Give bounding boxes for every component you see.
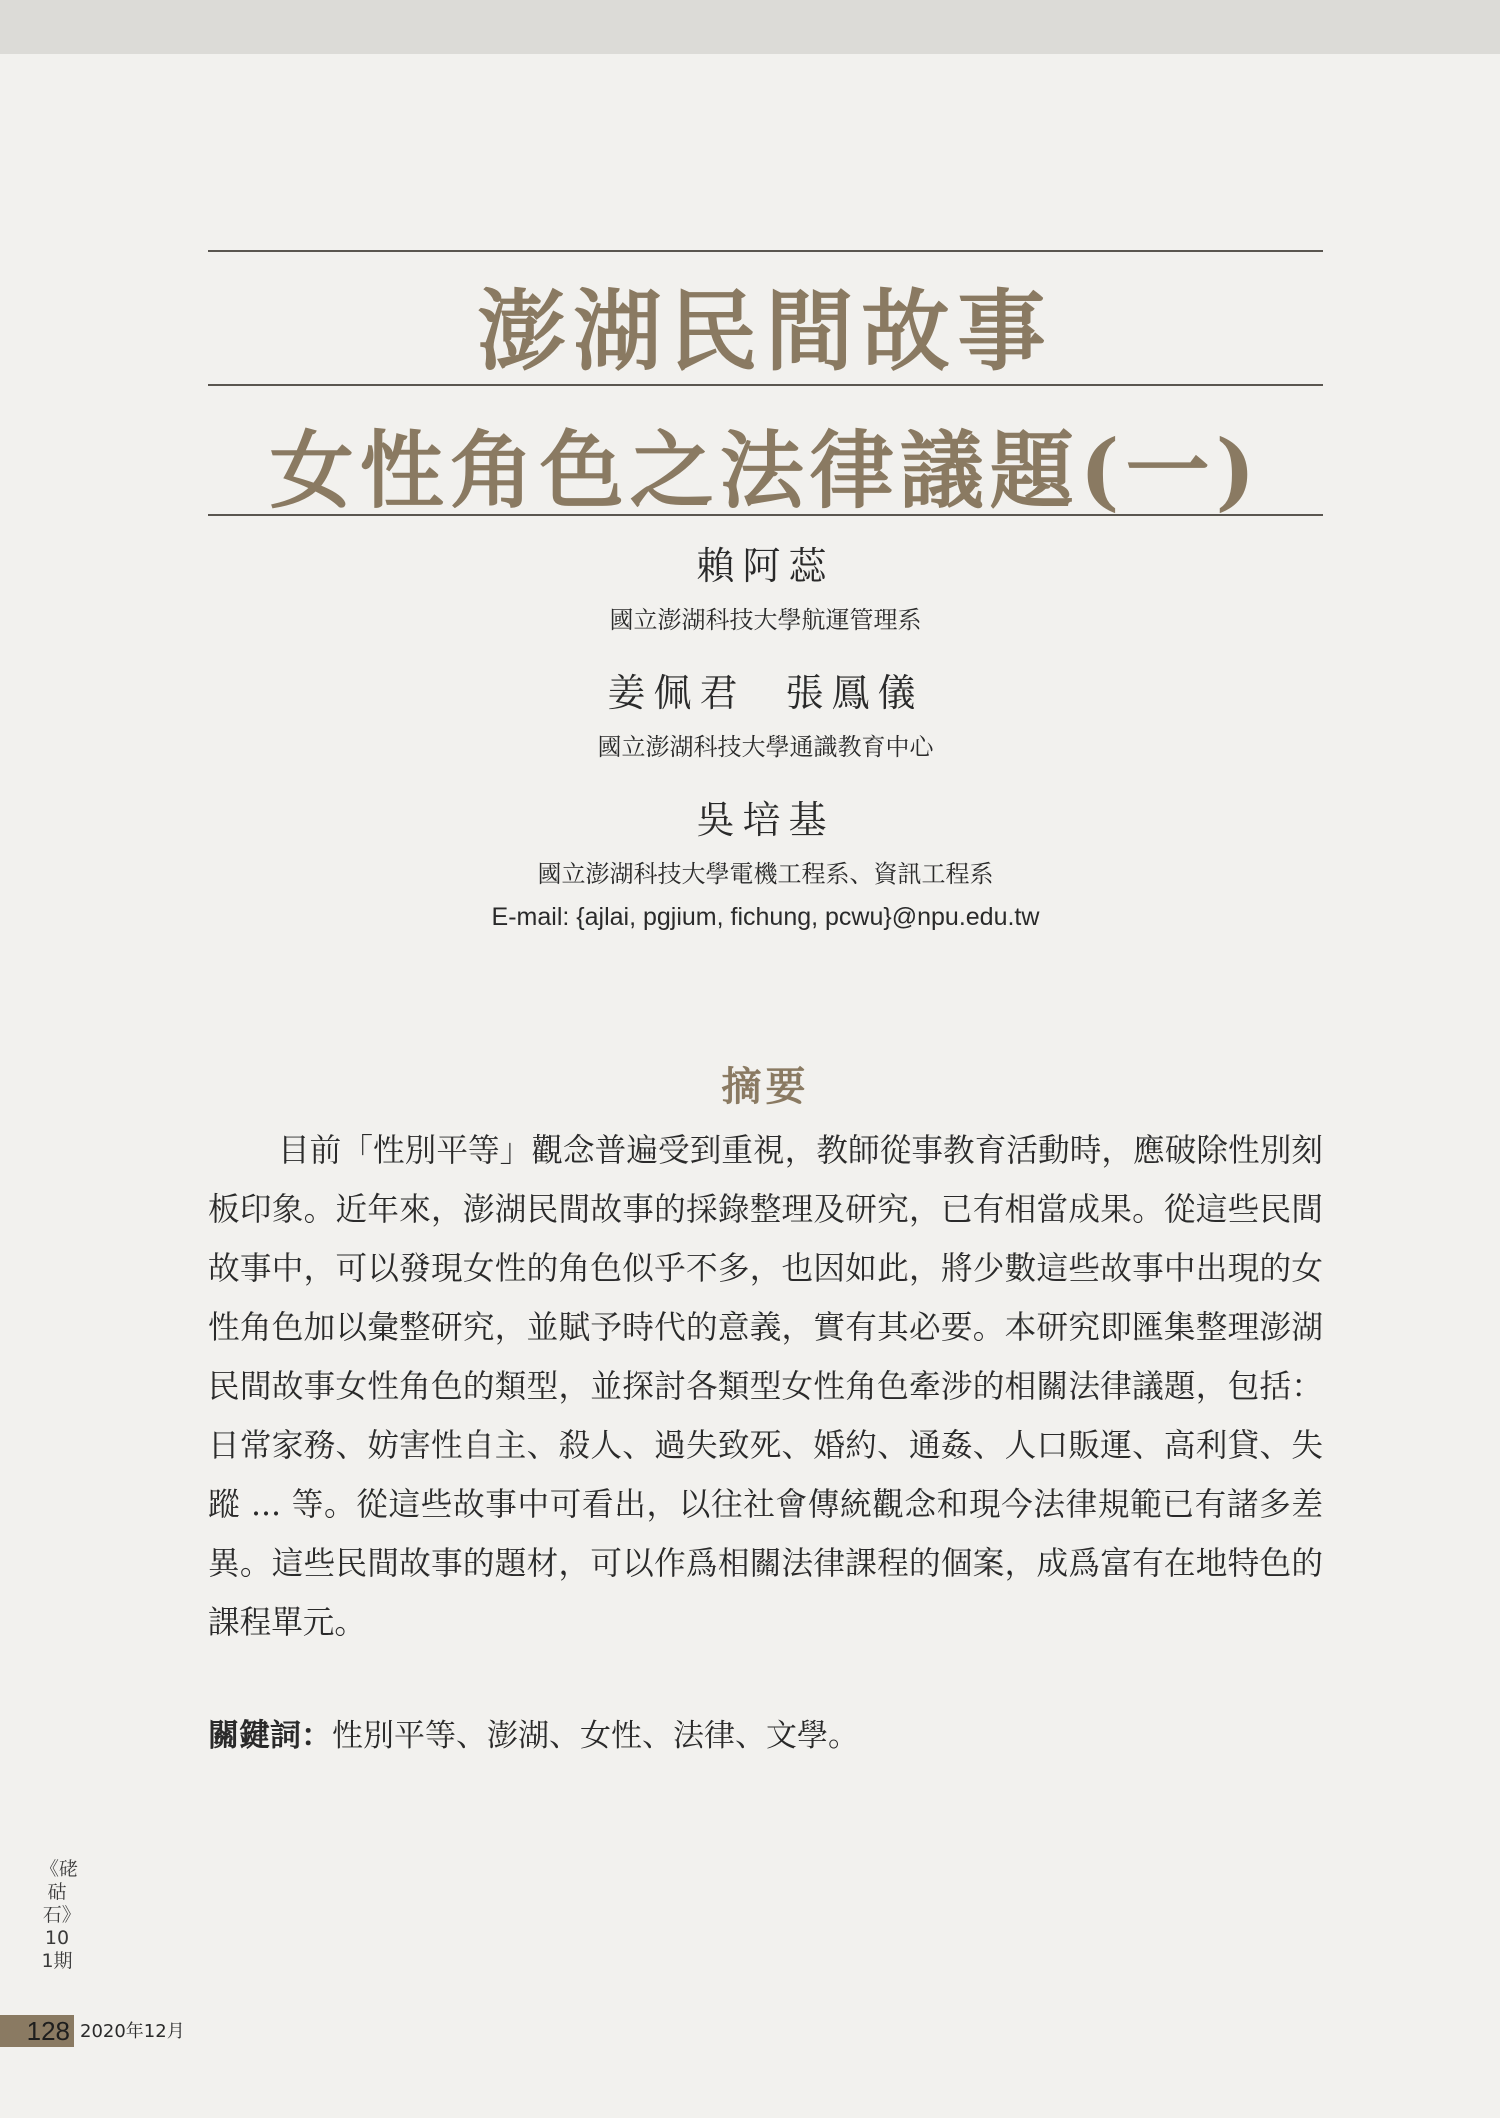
author-names [208,662,1323,717]
title-line-1: 澎湖民間故事 [477,279,1054,383]
title-top-rule [208,250,1323,252]
author-group-2 [208,662,1323,762]
title-line-2: 女性角色之法律議題(一) [269,421,1262,520]
page-number: 128 [0,2015,74,2047]
email-address[interactable]: E-mail: {ajlai, pgjium, fichung, pcwu}@npu.edu.tw [491,903,1040,931]
author-group-3 [208,789,1323,932]
author-name [208,789,1323,844]
affiliation: 國立澎湖科技大學通識教育中心 [597,733,934,761]
author-chang: 張鳳儀 [785,671,924,715]
keywords-label: 關鍵詞： [208,1718,332,1754]
abstract-heading: 摘要 [721,1064,810,1110]
author-group-1 [208,535,1323,635]
affiliation: 國立澎湖科技大學電機工程系、資訊工程系 [537,860,994,888]
author-wu: 吳培基 [696,798,835,842]
keywords-text: 性別平等、澎湖、女性、法律、文學。 [332,1718,859,1754]
journal-name-vertical: 《硓𥑮石》101期 [40,1858,79,1972]
author-lai: 賴阿蕊 [696,544,835,588]
page-top-band [0,0,1500,54]
author-jiang: 姜佩君 [607,671,746,715]
keywords [208,1710,1323,1755]
title-middle-rule [208,384,1323,386]
title-bottom-rule [208,514,1323,516]
author-name [208,535,1323,590]
affiliation: 國立澎湖科技大學航運管理系 [609,606,922,634]
issue-date: 2020年12月 [80,2021,185,2042]
abstract-body: 目前「性別平等」觀念普遍受到重視，教師從事教育活動時，應破除性別刻板印象。近年來，澎湖民間故事的採錄整理及研究，已有相當成果。從這些民間故事中，可以發現女性的角色似乎不多，也因如此，將少數這些故事中出現的女性角色加以彙整研究，並賦予時代的意義，實有其必要。本研究即匯集整理澎湖民間故事女性角色的類型，並探討各類型女性角色牽涉的相關法律議題，包括：日常家務、妨害性自主、殺人、過失致死、婚約、通姦、人口販運、高利貸、失蹤 ... 等。從這些故事中可看出，以往社會傳統觀念和現今法律規範已有諸多差異。這些民間故事的題材，可以作爲相關法律課程的個案，成爲富有在地特色的課程單元。 [208,1133,1323,1641]
